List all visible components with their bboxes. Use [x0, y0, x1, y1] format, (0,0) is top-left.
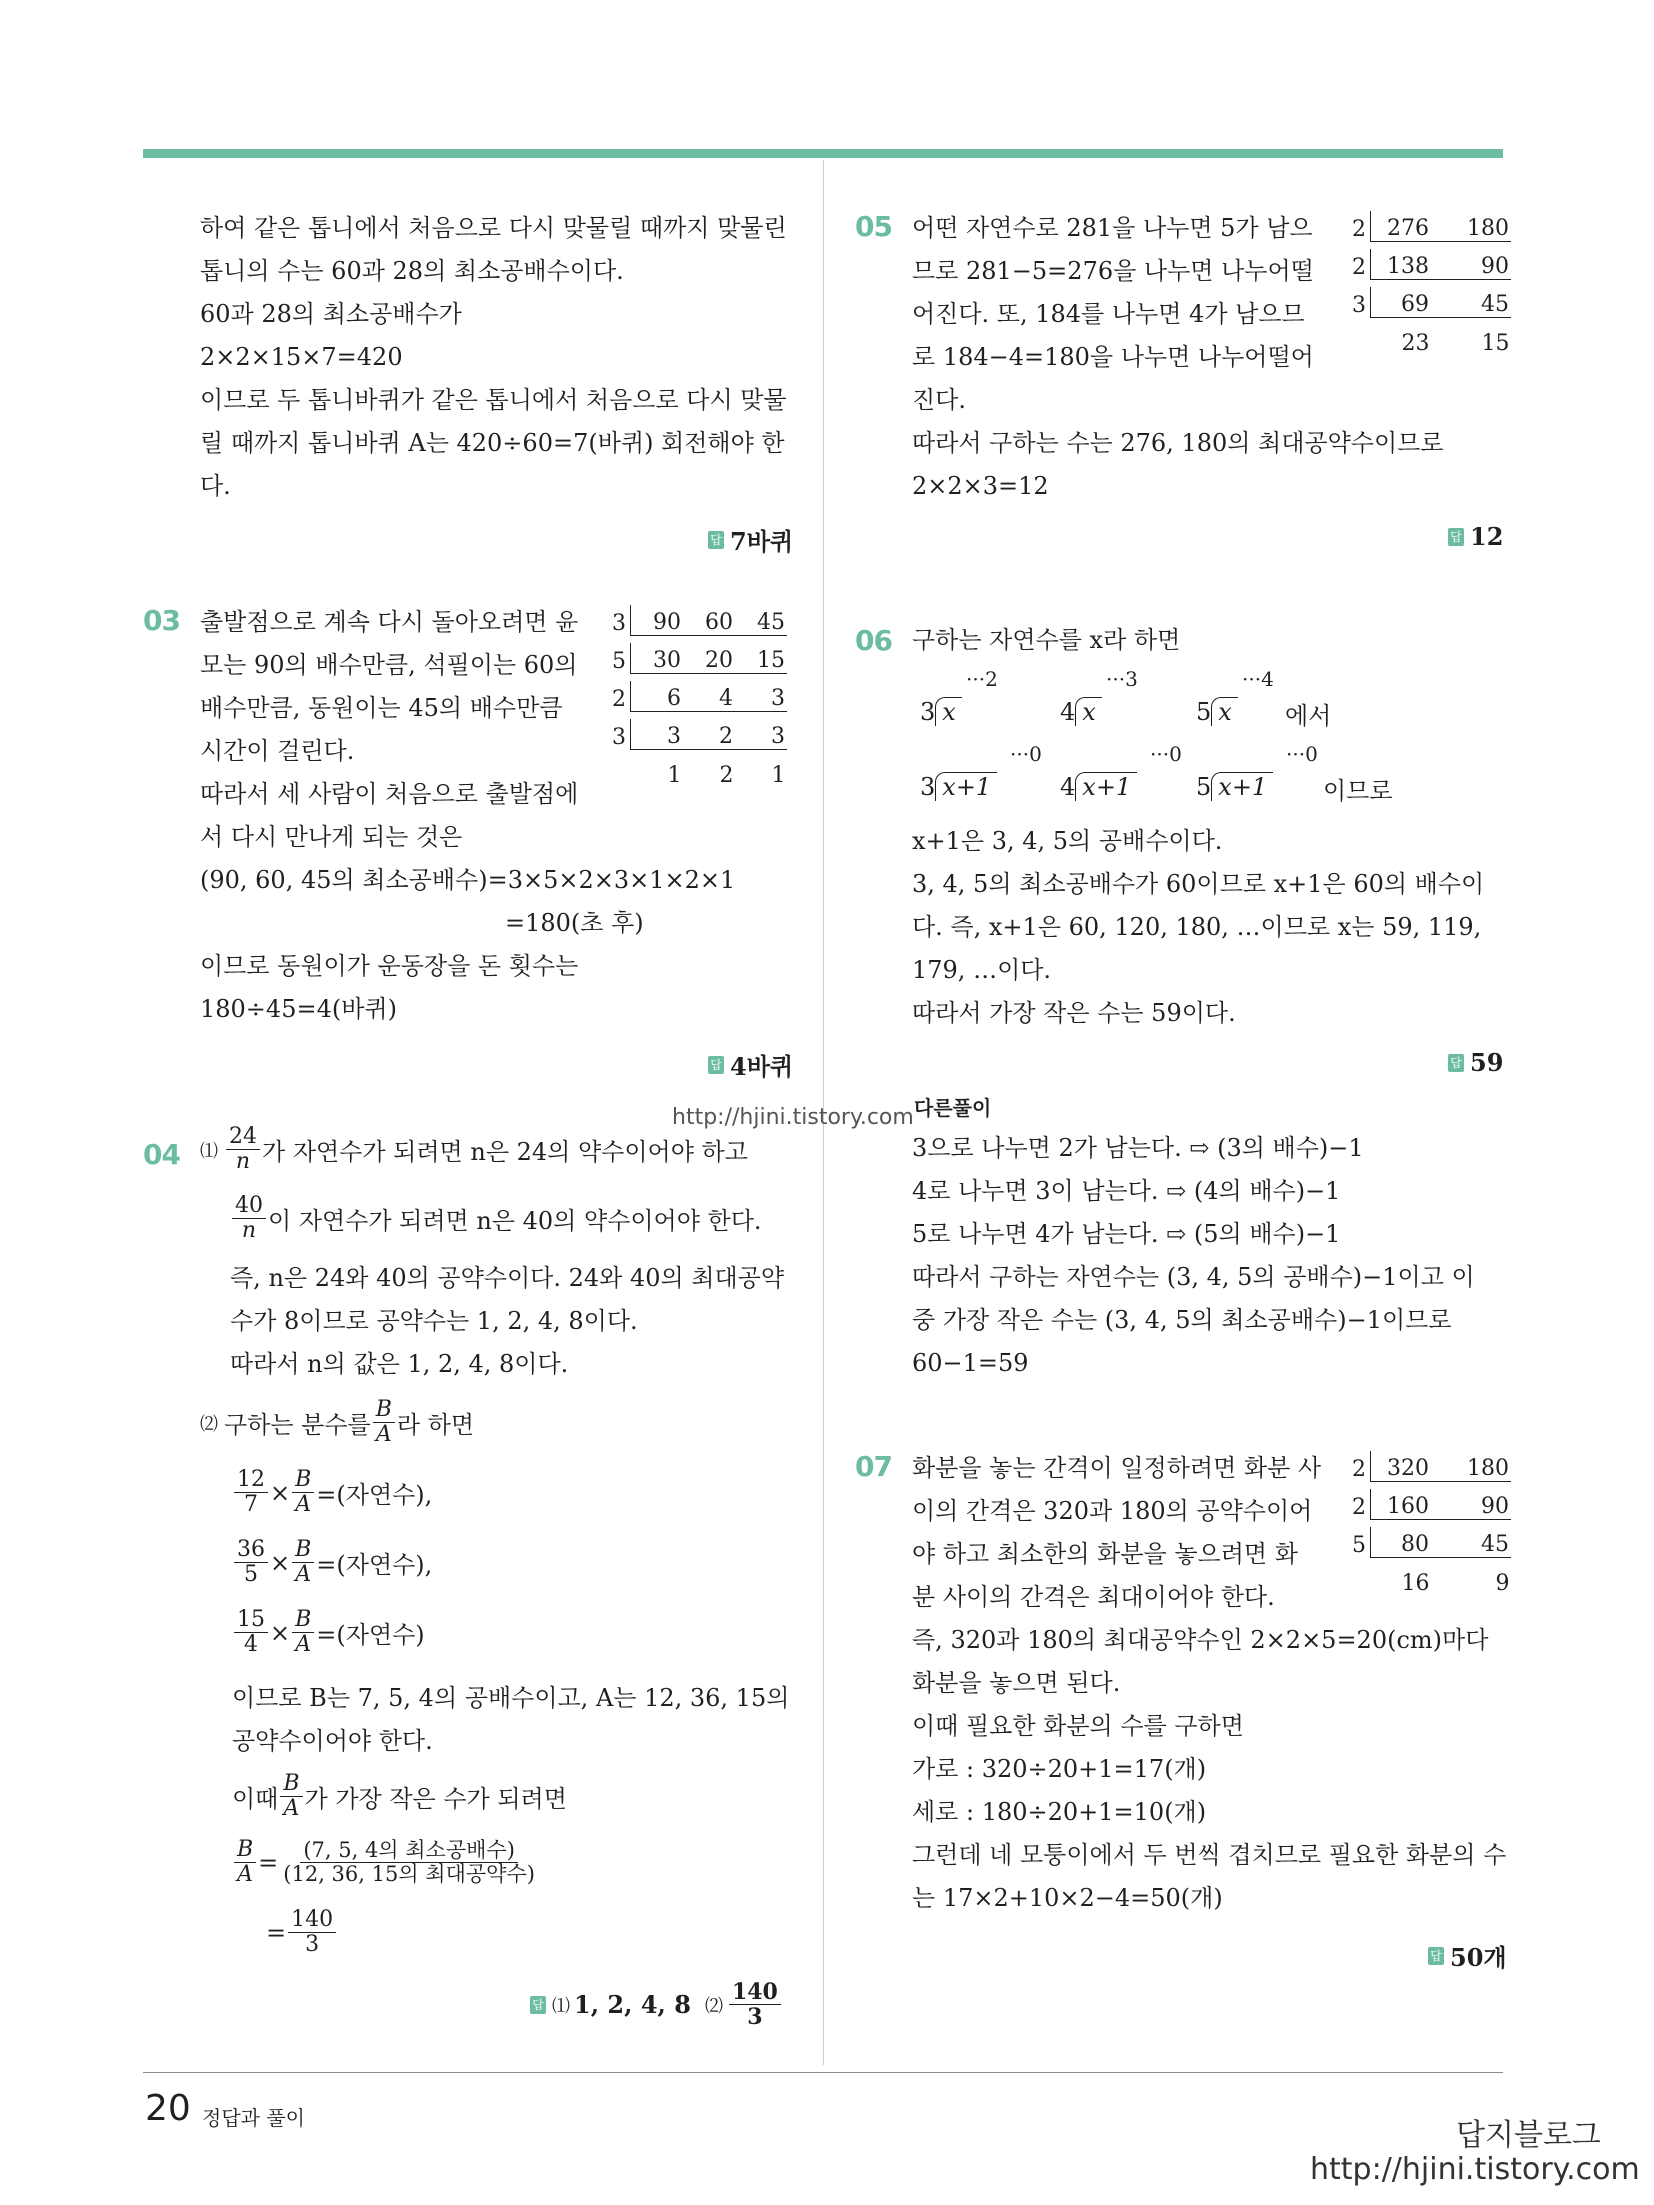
text-line: 60−1=59: [912, 1349, 1029, 1377]
denominator: A: [295, 1562, 312, 1588]
division-mark: [1196, 742, 1318, 801]
times-sign: ×: [270, 1478, 291, 1507]
ladder-value: 80: [1401, 1532, 1429, 1557]
part-label: ⑴: [552, 1995, 570, 2017]
answer-value: 59: [1470, 1048, 1504, 1077]
watermark-url: http://hjini.tistory.com: [672, 1105, 914, 1130]
fraction: [280, 1839, 538, 1886]
answer-line: [1448, 1048, 1503, 1077]
fraction: [288, 1908, 336, 1957]
equation-line: [232, 1468, 432, 1517]
text-line: 다. 즉, x+1은 60, 120, 180, …이므로 x는 59, 119,: [912, 913, 1482, 941]
numerator: B: [234, 1838, 256, 1863]
numerator: 40: [232, 1194, 266, 1219]
ladder-value: 2: [719, 724, 733, 749]
ladder-value: 3: [771, 724, 785, 749]
answer-line: [1448, 522, 1503, 551]
times-sign: ×: [270, 1618, 291, 1647]
denominator: 4: [244, 1632, 258, 1658]
denominator: A: [375, 1422, 392, 1448]
text-line: 서 다시 만나게 되는 것은: [200, 823, 463, 851]
times-sign: ×: [270, 1548, 291, 1577]
ladder-value: 15: [1481, 331, 1510, 356]
dividend: x+1: [935, 772, 997, 801]
answer-line: [530, 1980, 783, 2029]
ladder-value: 30: [653, 648, 681, 673]
text-line: [200, 1125, 748, 1174]
denominator: n: [241, 1218, 257, 1244]
text-line: 수가 8이므로 공약수는 1, 2, 4, 8이다.: [230, 1307, 638, 1335]
text-line: 어떤 자연수로 281을 나누면 5가 남으: [912, 214, 1313, 242]
text-span: =(자연수),: [316, 1481, 433, 1510]
text-span: 가 가장 작은 수가 되려면: [304, 1785, 567, 1814]
fraction: [234, 1838, 256, 1887]
ladder-value: 1: [667, 763, 682, 788]
equals-sign: =: [266, 1918, 287, 1947]
dividend: x: [935, 697, 962, 726]
equation-line: [266, 1908, 338, 1957]
answer-line: [708, 522, 793, 557]
text-line: 톱니의 수는 60과 28의 최소공배수이다.: [200, 257, 624, 285]
text-line: 2×2×3=12: [912, 472, 1049, 500]
ladder-value: 45: [757, 610, 785, 635]
text-line: 179, …이다.: [912, 956, 1052, 984]
text-line: 즉, 320과 180의 최대공약수인 2×2×5=20(cm)마다: [912, 1626, 1489, 1654]
ladder-value: 20: [705, 648, 733, 673]
dividend: x+1: [1075, 772, 1137, 801]
text-line: 이때 필요한 화분의 수를 구하면: [912, 1712, 1244, 1740]
answer-icon: 답: [1448, 1054, 1464, 1072]
denominator: 3: [747, 2004, 763, 2031]
division-mark: [1060, 742, 1182, 801]
numerator: 140: [288, 1908, 336, 1933]
watermark-blog-url: http://hjini.tistory.com: [1310, 2152, 1640, 2187]
fraction: [729, 1980, 781, 2029]
text-line: 이므로 두 톱니바퀴가 같은 톱니에서 처음으로 다시 맞물: [200, 386, 787, 414]
page-number: 20: [145, 2088, 191, 2129]
divisor: 5: [1196, 773, 1212, 801]
text-line: [232, 1772, 567, 1821]
numerator: B: [292, 1468, 314, 1493]
watermark-blog-title: 답지블로그: [1456, 2118, 1601, 2153]
numerator: 140: [729, 1980, 781, 2005]
text-line: 이므로 동원이가 운동장을 돈 횟수는: [200, 952, 579, 980]
remainder: ···4: [1242, 667, 1274, 691]
division-mark: [1196, 667, 1274, 726]
ladder-value: 4: [719, 686, 733, 711]
text-span: =(자연수),: [316, 1551, 433, 1580]
denominator: n: [235, 1149, 251, 1175]
ladder-divisor: 5: [1352, 1533, 1366, 1558]
fraction: [373, 1398, 395, 1447]
answer-line: [708, 1047, 793, 1082]
dividend: x+1: [1211, 772, 1273, 801]
ladder-value: 160: [1387, 1494, 1429, 1519]
ladder-value: 23: [1401, 331, 1430, 356]
text-line: 다.: [200, 472, 231, 500]
denominator: A: [295, 1632, 312, 1658]
text-line: =180(초 후): [505, 909, 644, 937]
text-span: 구하는 분수를: [224, 1411, 371, 1440]
denominator: A: [283, 1796, 300, 1822]
fraction: [292, 1608, 314, 1657]
ladder-value: 45: [1481, 292, 1509, 317]
answer-icon: 답: [708, 531, 724, 549]
ladder-value: 3: [771, 686, 785, 711]
footer-rule: [143, 2072, 1503, 2073]
ladder-division-07: [1340, 1444, 1512, 1596]
text-line: 중 가장 작은 수는 (3, 4, 5의 최소공배수)−1이므로: [912, 1306, 1452, 1334]
text-line: 즉, n은 24와 40의 공약수이다. 24와 40의 최대공약: [230, 1264, 785, 1292]
remainder: ···3: [1106, 667, 1138, 691]
text-line: 따라서 n의 값은 1, 2, 4, 8이다.: [230, 1350, 569, 1378]
ladder-value: 320: [1387, 1456, 1429, 1481]
text-line: 2×2×15×7=420: [200, 343, 403, 371]
text-line: 로 184−4=180을 나누면 나누어떨어: [912, 343, 1314, 371]
problem-number: 06: [855, 624, 892, 657]
ladder-value: 138: [1387, 254, 1429, 279]
page-label: 정답과 풀이: [202, 2106, 305, 2130]
remainder: ···0: [1286, 742, 1318, 766]
numerator: 36: [234, 1538, 268, 1563]
problem-number: 05: [855, 210, 892, 243]
answer-value: 1, 2, 4, 8: [574, 1990, 691, 2020]
numerator: B: [292, 1538, 314, 1563]
text-line: 이므로: [1323, 777, 1393, 805]
ladder-value: 45: [1481, 1532, 1509, 1557]
answer-value: 12: [1470, 522, 1504, 551]
text-line: 모는 90의 배수만큼, 석필이는 60의: [200, 651, 578, 679]
ladder-value: 180: [1467, 1456, 1509, 1481]
text-line: 4로 나누면 3이 남는다. ⇨ (4의 배수)−1: [912, 1177, 1341, 1205]
equation-line: [232, 1838, 540, 1887]
answer-value: 50개: [1450, 1943, 1507, 1972]
text-line: [230, 1194, 762, 1243]
text-line: 180÷45=4(바퀴): [200, 995, 397, 1023]
fraction: [292, 1538, 314, 1587]
ladder-divisor: 2: [1352, 1495, 1366, 1520]
text-line: 어진다. 또, 184를 나누면 4가 남으므: [912, 300, 1305, 328]
text-line: 시간이 걸린다.: [200, 737, 355, 765]
text-line: 그런데 네 모퉁이에서 두 번씩 겹치므로 필요한 화분의 수: [912, 1841, 1507, 1869]
answer-icon: 답: [1428, 1947, 1444, 1965]
text-line: 화분을 놓는 간격이 일정하려면 화분 사: [912, 1454, 1322, 1482]
fraction: [280, 1772, 302, 1821]
problem-number: 03: [143, 604, 180, 637]
text-line: 하여 같은 톱니에서 처음으로 다시 맞물릴 때까지 맞물린: [200, 214, 787, 242]
top-accent-bar: [143, 149, 1503, 158]
text-line: 화분을 놓으면 된다.: [912, 1669, 1121, 1697]
fraction: [234, 1468, 268, 1517]
equals-sign: =: [258, 1848, 279, 1877]
numerator: 15: [234, 1608, 268, 1633]
denominator: 5: [244, 1562, 258, 1588]
division-mark: [1060, 667, 1138, 726]
ladder-value: 90: [1481, 1494, 1509, 1519]
ladder-divisor: 2: [1352, 1457, 1366, 1482]
ladder-value: 16: [1401, 1571, 1430, 1596]
ladder-divisor: 3: [1352, 293, 1366, 318]
text-line: 공약수이어야 한다.: [232, 1727, 433, 1755]
text-line: 5로 나누면 4가 남는다. ⇨ (5의 배수)−1: [912, 1220, 1341, 1248]
divisor: 4: [1060, 698, 1076, 726]
problem-number: 07: [855, 1450, 892, 1483]
text-span: =(자연수): [316, 1621, 425, 1650]
text-line: 따라서 세 사람이 처음으로 출발점에: [200, 780, 579, 808]
division-mark: [920, 742, 1042, 801]
text-line: 따라서 구하는 자연수는 (3, 4, 5의 공배수)−1이고 이: [912, 1263, 1475, 1291]
numerator: B: [280, 1772, 302, 1797]
fraction: [232, 1194, 266, 1243]
ladder-value: 6: [667, 686, 681, 711]
text-line: 60과 28의 최소공배수가: [200, 300, 462, 328]
text-line: 가로 : 320÷20+1=17(개): [912, 1755, 1207, 1783]
text-span: 라 하면: [396, 1411, 475, 1440]
dividend: x: [1075, 697, 1102, 726]
part-label: ⑵: [200, 1413, 218, 1435]
ladder-value: 69: [1401, 292, 1429, 317]
text-line: 구하는 자연수를 x라 하면: [912, 626, 1181, 654]
ladder-divisor: 3: [612, 611, 626, 636]
denominator: A: [295, 1492, 312, 1518]
fraction: [292, 1468, 314, 1517]
dividend: x: [1211, 697, 1238, 726]
ladder-value: 90: [1481, 254, 1509, 279]
ladder-value: 90: [653, 610, 681, 635]
text-span: 이때: [232, 1785, 279, 1814]
ladder-divisor: 2: [1352, 255, 1366, 280]
text-span: 이 자연수가 되려면 n은 40의 약수이어야 한다.: [268, 1207, 762, 1236]
numerator: 12: [234, 1468, 268, 1493]
text-line: 이의 간격은 320과 180의 공약수이어: [912, 1497, 1313, 1525]
ladder-value: 2: [719, 763, 734, 788]
numerator: 24: [226, 1125, 260, 1150]
ladder-division-03: [600, 598, 788, 788]
answer-line: [1428, 1938, 1507, 1973]
ladder-divisor: 2: [612, 687, 626, 712]
ladder-division-05: [1340, 204, 1512, 356]
text-line: 에서: [1285, 702, 1332, 730]
part-label: ⑴: [200, 1140, 218, 1162]
remainder: ···0: [1150, 742, 1182, 766]
divisor: 4: [1060, 773, 1076, 801]
text-line: (90, 60, 45의 최소공배수)=3×5×2×3×1×2×1: [200, 866, 736, 894]
ladder-value: 1: [771, 763, 786, 788]
denominator: 3: [305, 1932, 320, 1958]
ladder-value: 180: [1467, 216, 1509, 241]
text-line: 3, 4, 5의 최소공배수가 60이므로 x+1은 60의 배수이: [912, 870, 1485, 898]
text-line: [200, 1398, 474, 1447]
text-line: 3으로 나누면 2가 남는다. ⇨ (3의 배수)−1: [912, 1134, 1364, 1162]
remainder: ···0: [1010, 742, 1042, 766]
ladder-divisor: 5: [612, 649, 626, 674]
divisor: 3: [920, 773, 936, 801]
ladder-value: 60: [705, 610, 733, 635]
problem-number: 04: [143, 1138, 180, 1171]
ladder-divisor: 3: [612, 725, 626, 750]
alt-solution-title: 다른풀이: [914, 1096, 992, 1120]
text-line: 분 사이의 간격은 최대이어야 한다.: [912, 1583, 1275, 1611]
answer-value: 4바퀴: [730, 1052, 794, 1081]
text-line: 출발점으로 계속 다시 돌아오려면 윤: [200, 608, 579, 636]
text-line: x+1은 3, 4, 5의 공배수이다.: [912, 827, 1223, 855]
divisor: 5: [1196, 698, 1212, 726]
numerator: B: [373, 1398, 395, 1423]
text-line: 세로 : 180÷20+1=10(개): [912, 1798, 1207, 1826]
fraction: [234, 1608, 268, 1657]
division-mark: [920, 667, 998, 726]
part-label: ⑵: [704, 1995, 723, 2017]
denominator: (12, 36, 15의 최대공약수): [283, 1862, 535, 1887]
ladder-divisor: 2: [1352, 217, 1366, 242]
fraction: [226, 1125, 260, 1174]
ladder-value: 276: [1387, 216, 1429, 241]
fraction: [234, 1538, 268, 1587]
answer-icon: 답: [708, 1056, 724, 1074]
text-line: 이므로 B는 7, 5, 4의 공배수이고, A는 12, 36, 15의: [232, 1684, 790, 1712]
text-line: 므로 281−5=276을 나누면 나누어떨: [912, 257, 1314, 285]
answer-icon: 답: [530, 1996, 546, 2014]
numerator: B: [292, 1608, 314, 1633]
text-line: 야 하고 최소한의 화분을 놓으려면 화: [912, 1540, 1298, 1568]
text-line: 따라서 가장 작은 수는 59이다.: [912, 999, 1236, 1027]
denominator: 7: [244, 1492, 258, 1518]
text-line: 릴 때까지 톱니바퀴 A는 420÷60=7(바퀴) 회전해야 한: [200, 429, 785, 457]
text-line: 진다.: [912, 386, 966, 414]
text-line: 는 17×2+10×2−4=50(개): [912, 1884, 1223, 1912]
answer-value: 7바퀴: [730, 527, 794, 556]
divisor: 3: [920, 698, 936, 726]
ladder-value: 3: [667, 724, 681, 749]
equation-line: [232, 1538, 432, 1587]
ladder-value: 9: [1495, 1571, 1510, 1596]
remainder: ···2: [966, 667, 998, 691]
text-line: 따라서 구하는 수는 276, 180의 최대공약수이므로: [912, 429, 1444, 457]
text-line: 배수만큼, 동원이는 45의 배수만큼: [200, 694, 563, 722]
text-span: 가 자연수가 되려면 n은 24의 약수이어야 하고: [262, 1138, 748, 1167]
ladder-value: 15: [757, 648, 785, 673]
denominator: A: [237, 1862, 254, 1888]
equation-line: [232, 1608, 425, 1657]
numerator: (7, 5, 4의 최소공배수): [300, 1839, 518, 1863]
answer-icon: 답: [1448, 528, 1464, 546]
